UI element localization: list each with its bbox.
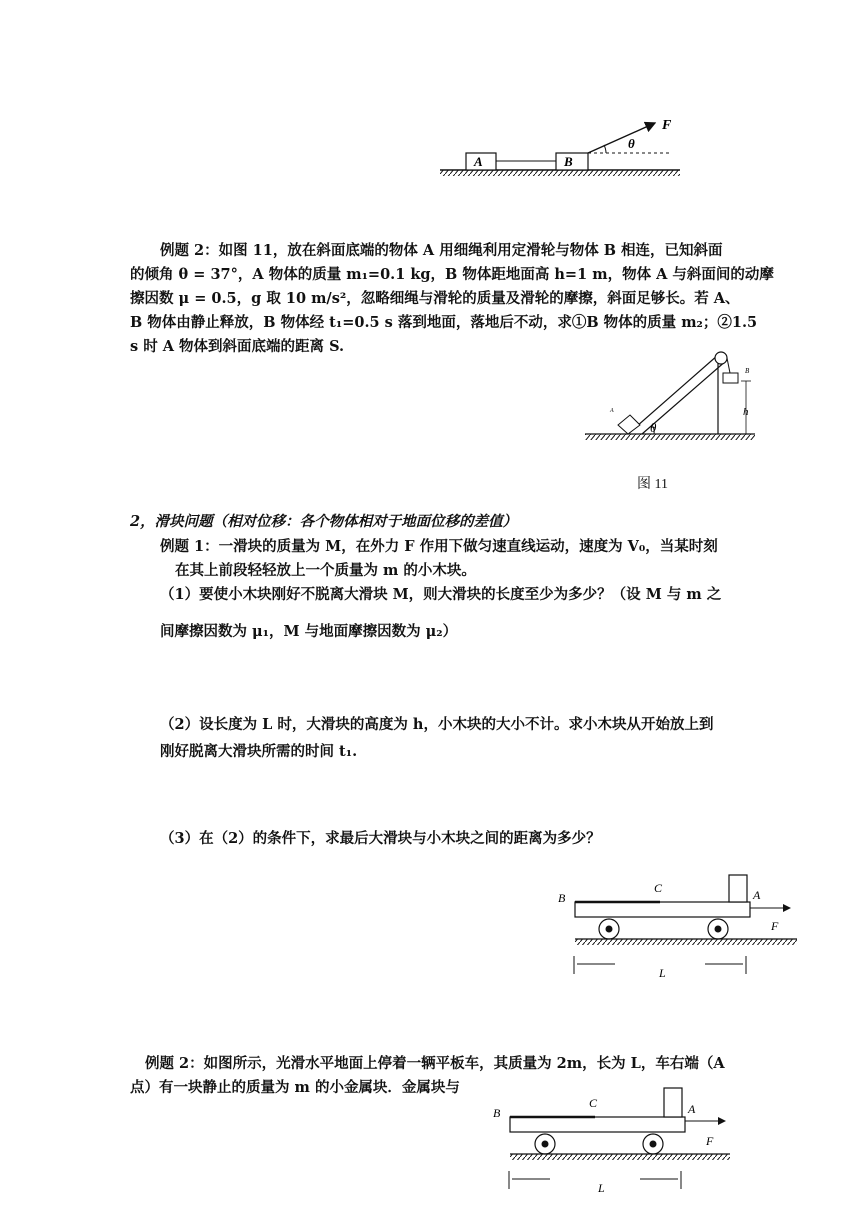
cart-body — [575, 902, 750, 917]
figure-blocks-force — [430, 108, 690, 183]
label-theta: θ — [628, 136, 635, 151]
label-b: B — [564, 154, 573, 169]
cart1-label-a: A — [753, 888, 761, 902]
cart1-label-f: F — [771, 919, 779, 933]
q2-line2: 刚好脱离大滑块所需的时间 t₁. — [160, 743, 358, 760]
ex2-cart-line1: 例题 2：如图所示，光滑水平地面上停着一辆平板车，其质量为 2m，长为 L，车右端（A — [145, 1055, 725, 1072]
metal-block-2 — [664, 1088, 682, 1117]
block-a-incline — [618, 415, 640, 434]
q1-line2: 间摩擦因数为 μ₁，M 与地面摩擦因数为 μ₂） — [160, 623, 458, 640]
ex2-cart-line2: 点）有一块静止的质量为 m 的小金属块．金属块与 — [130, 1079, 460, 1096]
label-f: F — [662, 118, 672, 133]
example2-incline-line1: 例题 2：如图 11，放在斜面底端的物体 A 用细绳利用定滑轮与物体 B 相连，已知斜面 — [160, 242, 723, 259]
incline-label-a: A — [610, 408, 614, 414]
figure-caption: 图 11 — [637, 477, 668, 492]
ex1-line2: 在其上前段轻轻放上一个质量为 m 的小木块。 — [175, 562, 476, 579]
example2-incline-line5: s 时 A 物体到斜面底端的距离 S. — [130, 338, 345, 355]
q3-line: （3）在（2）的条件下，求最后大滑块与小木块之间的距离为多少？ — [160, 830, 601, 847]
incline-label-h: h — [743, 406, 749, 418]
figure-cart-2 — [490, 1085, 740, 1195]
q2-line1: （2）设长度为 L 时，大滑块的高度为 h，小木块的大小不计。求小木块从开始放上到 — [160, 716, 714, 733]
section2-heading: 2，滑块问题（相对位移：各个物体相对于地面位移的差值） — [130, 513, 518, 530]
example2-incline-line4: B 物体由静止释放，B 物体经 t₁=0.5 s 落到地面，落地后不动，求①B 物体的质量 m₂；②1.5 — [130, 314, 758, 331]
ex1-line1: 例题 1：一滑块的质量为 M，在外力 F 作用下做匀速直线运动，速度为 V₀，当某时刻 — [160, 538, 718, 555]
cart2-label-f: F — [706, 1134, 714, 1148]
figure-cart-1 — [555, 870, 805, 980]
example2-incline-line3: 擦因数 μ = 0.5，g 取 10 m/s²，忽略细绳与滑轮的质量及滑轮的摩擦，斜面足够长。若 A、 — [130, 290, 740, 307]
q1-line1: （1）要使小木块刚好不脱离大滑块 M，则大滑块的长度至少为多少？（设 M 与 m 之 — [160, 586, 722, 603]
cart1-label-c: C — [654, 881, 663, 895]
label-a: A — [474, 154, 483, 169]
cart1-label-b: B — [558, 891, 566, 905]
incline-label-b: B — [745, 367, 750, 375]
block-b-hanging — [723, 373, 738, 383]
cart2-body — [510, 1117, 685, 1132]
cart2-label-b: B — [493, 1106, 501, 1120]
example2-incline-line2: 的倾角 θ = 37°，A 物体的质量 m₁=0.1 kg，B 物体距地面高 h=1 m，物体 A 与斜面间的动摩 — [130, 266, 774, 283]
cart2-label-a: A — [688, 1102, 696, 1116]
cart2-label-l: L — [598, 1181, 605, 1195]
figure-incline-pulley — [580, 345, 760, 450]
metal-block — [729, 875, 747, 902]
incline-label-theta: θ — [650, 420, 657, 435]
cart1-label-l: L — [659, 966, 666, 980]
cart2-label-c: C — [589, 1096, 598, 1110]
